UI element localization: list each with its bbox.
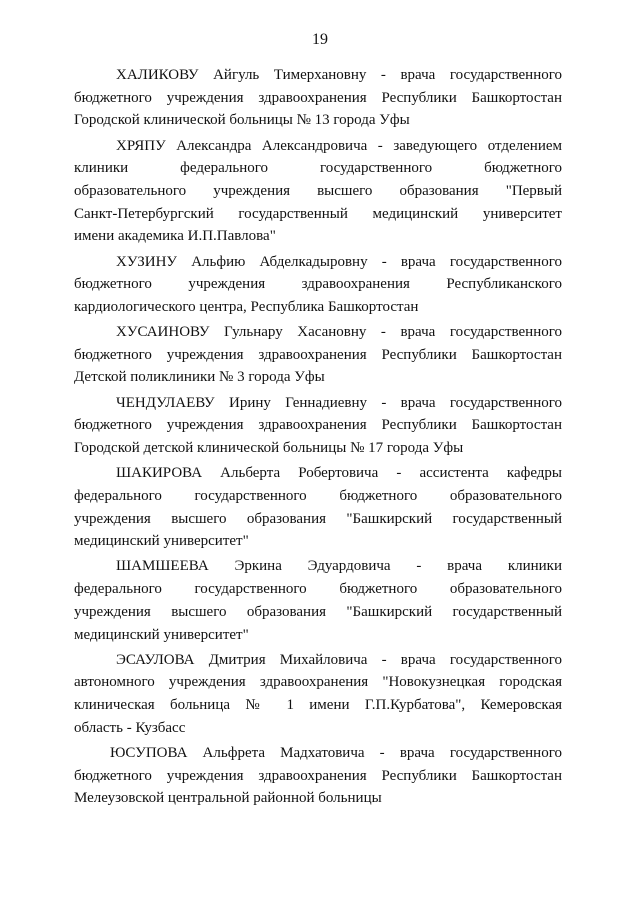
entry-line: ХУСАИНОВУ Гульнару Хасановну - врача государственного [116,324,562,341]
entry-line: бюджетного учреждения здравоохранения Республики Башкортостан [74,417,562,434]
page-number: 19 [312,31,328,48]
entry-shakirov [74,462,562,553]
entry-line: Городской клинической больницы № 13 города Уфы [74,112,410,129]
entry-line: образовательного учреждения высшего образования "Первый [74,182,562,199]
entry-line: медицинский университет" [74,533,249,550]
entry-line: бюджетного учреждения здравоохранения Республиканского [74,276,562,293]
entry-line: бюджетного учреждения здравоохранения Республики Башкортостан [74,346,562,363]
entry-line: Городской детской клинической больницы № 17 города Уфы [74,440,464,456]
entry-line: ЧЕНДУЛАЕВУ Ирину Геннадиевну - врача государственного [116,394,562,411]
entry-khalikova [74,64,562,132]
entry-line: имени академика И.П.Павлова" [74,228,276,245]
entry-line: ХРЯПУ Александра Александровича - заведующего отделением [116,137,562,154]
entry-khryapa [74,135,562,248]
entry-line: кардиологического центра, Республика Башкортостан [74,298,419,315]
entry-line: федерального государственного бюджетного образовательного [74,581,562,598]
entry-yusupov [74,742,562,810]
entry-shamsheev [74,555,562,646]
entry-khusainova [74,321,562,389]
entry-line: бюджетного учреждения здравоохранения Республики Башкортостан [74,767,562,784]
entry-line: ЮСУПОВА Альфрета Мадхатовича - врача государственного [110,744,562,761]
entry-line: область - Кузбасс [74,719,186,736]
entry-line: бюджетного учреждения здравоохранения Республики Башкортостан [74,89,562,106]
entry-line: Санкт-Петербургский государственный медицинский университет [74,205,562,222]
entry-line: ЭСАУЛОВА Дмитрия Михайловича - врача государственного [116,651,562,668]
document-body [74,64,562,813]
entry-line: учреждения высшего образования "Башкирский государственный [74,603,562,620]
entry-line: автономного учреждения здравоохранения "Новокузнецкая городская [74,674,562,691]
entry-line: ШАКИРОВА Альберта Робертовича - ассистента кафедры [116,465,562,482]
entry-esaulov [74,649,562,740]
entry-chendulaeva [74,392,562,460]
entry-line: клиническая больница № 1 имени Г.П.Курбатова", Кемеровская [74,697,562,714]
entry-line: федерального государственного бюджетного образовательного [74,487,562,504]
entry-line: ШАМШЕЕВА Эркина Эдуардовича - врача клиники [116,558,562,575]
entry-line: медицинский университет" [74,626,249,643]
entry-line: ХУЗИНУ Альфию Абделкадыровну - врача государственного [116,253,562,270]
entry-line: клиники федерального государственного бюджетного [74,160,562,177]
entry-line: ХАЛИКОВУ Айгуль Тимерхановну - врача государственного [116,67,562,83]
entry-line: Мелеузовской центральной районной больницы [74,790,382,807]
entry-line: учреждения высшего образования "Башкирский государственный [74,510,562,527]
entry-khuzina [74,251,562,319]
entry-line: Детской поликлиники № 3 города Уфы [74,369,325,386]
